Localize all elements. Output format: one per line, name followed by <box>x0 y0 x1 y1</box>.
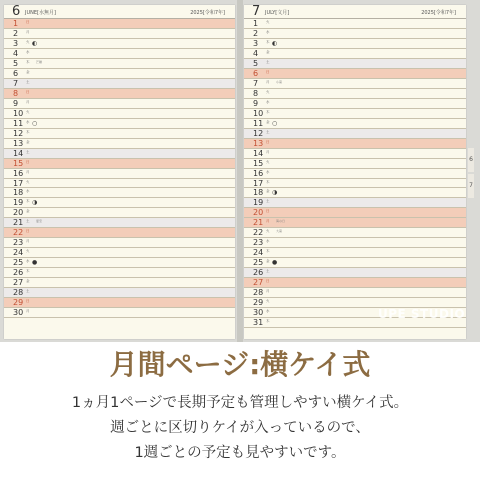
weekday-label: 木 <box>266 319 270 324</box>
day-row[interactable] <box>244 179 466 189</box>
year-label: 2025[令和7年] <box>190 10 225 16</box>
day-rows <box>244 19 466 328</box>
weekday-label: 水 <box>26 49 30 54</box>
weekday-label: 木 <box>26 199 30 204</box>
weekday-label: 日 <box>266 279 270 284</box>
weekday-label: 水 <box>26 259 30 264</box>
month-number: 7 <box>252 4 261 19</box>
day-row[interactable] <box>244 248 466 258</box>
weekday-label: 日 <box>266 209 270 214</box>
day-row[interactable] <box>4 159 235 169</box>
day-number: 10 <box>13 108 24 118</box>
day-row[interactable] <box>4 228 235 238</box>
moon-phase-icon: ○ <box>272 119 278 127</box>
weekday-label: 土 <box>266 199 270 204</box>
month-tab-6[interactable]: 6 <box>468 148 474 172</box>
headline: 月間ページ:横ケイ式 <box>109 348 371 381</box>
weekday-label: 月 <box>26 99 30 104</box>
day-row[interactable] <box>244 39 466 49</box>
day-number: 5 <box>253 58 259 68</box>
weekday-label: 土 <box>266 59 270 64</box>
day-row[interactable] <box>4 298 235 308</box>
page-july <box>244 5 466 339</box>
weekday-label: 火 <box>266 20 270 24</box>
weekday-label: 木 <box>266 39 270 44</box>
day-row[interactable] <box>244 119 466 129</box>
day-number: 20 <box>13 208 24 218</box>
weekday-label: 水 <box>26 119 30 124</box>
weekday-label: 火 <box>266 89 270 94</box>
day-number: 3 <box>253 38 259 48</box>
weekday-label: 土 <box>26 79 30 84</box>
day-row[interactable] <box>4 119 235 129</box>
day-number: 24 <box>253 248 264 258</box>
weekday-label: 木 <box>266 249 270 254</box>
day-row[interactable] <box>244 268 466 278</box>
day-number: 29 <box>13 298 24 308</box>
day-number: 7 <box>13 78 19 88</box>
weekday-label: 日 <box>266 139 270 144</box>
day-number: 9 <box>253 98 259 108</box>
weekday-label: 水 <box>266 309 270 314</box>
day-number: 8 <box>253 88 259 98</box>
page-header <box>4 5 235 19</box>
day-row[interactable] <box>4 198 235 208</box>
day-number: 17 <box>13 178 24 188</box>
day-number: 16 <box>13 168 24 178</box>
day-number: 26 <box>13 268 24 278</box>
weekday-label: 土 <box>266 129 270 134</box>
day-row[interactable] <box>4 129 235 139</box>
month-name: JUNE[水無月] <box>25 10 56 16</box>
day-number: 3 <box>13 38 19 48</box>
day-number: 15 <box>13 158 24 168</box>
day-number: 12 <box>253 128 264 138</box>
day-row[interactable] <box>4 208 235 218</box>
day-number: 22 <box>253 228 264 238</box>
day-row[interactable] <box>244 129 466 139</box>
weekday-label: 水 <box>266 29 270 34</box>
day-row[interactable] <box>244 19 466 29</box>
day-number: 13 <box>253 138 264 148</box>
weekday-label: 木 <box>26 129 30 134</box>
day-row[interactable] <box>4 99 235 109</box>
day-row[interactable] <box>244 139 466 149</box>
moon-phase-icon: ◑ <box>32 199 38 207</box>
day-number: 19 <box>253 198 264 208</box>
day-row[interactable] <box>4 39 235 49</box>
weekday-label: 日 <box>26 229 30 234</box>
day-row[interactable] <box>4 278 235 288</box>
weekday-label: 火 <box>266 159 270 164</box>
weekday-label: 日 <box>26 159 30 164</box>
day-row[interactable] <box>244 238 466 248</box>
weekday-label: 日 <box>26 89 30 94</box>
day-row[interactable] <box>4 149 235 159</box>
moon-phase-icon: ● <box>32 259 38 267</box>
day-number: 26 <box>253 268 264 278</box>
day-row[interactable] <box>4 188 235 198</box>
day-number: 2 <box>13 28 19 38</box>
weekday-label: 金 <box>266 119 270 124</box>
day-number: 14 <box>13 148 24 158</box>
weekday-label: 月 <box>26 29 30 34</box>
moon-phase-icon: ● <box>272 259 278 267</box>
day-number: 27 <box>253 278 264 288</box>
day-number: 27 <box>13 278 24 288</box>
day-number: 1 <box>253 19 259 28</box>
day-number: 15 <box>253 158 264 168</box>
weekday-label: 月 <box>266 219 270 224</box>
weekday-label: 金 <box>26 139 30 144</box>
day-row[interactable] <box>4 29 235 39</box>
day-row[interactable] <box>4 248 235 258</box>
day-row[interactable] <box>244 49 466 59</box>
day-number: 30 <box>13 308 24 318</box>
weekday-label: 金 <box>26 279 30 284</box>
day-row[interactable] <box>244 198 466 208</box>
month-number: 6 <box>12 4 21 19</box>
day-number: 10 <box>253 108 264 118</box>
day-number: 21 <box>13 218 24 228</box>
day-note: 夏至 <box>36 219 43 224</box>
weekday-label: 金 <box>26 69 30 74</box>
day-row[interactable] <box>244 89 466 99</box>
weekday-label: 月 <box>26 239 30 244</box>
day-number: 4 <box>13 48 19 58</box>
day-number: 25 <box>13 258 24 268</box>
day-number: 23 <box>13 238 24 248</box>
day-number: 16 <box>253 168 264 178</box>
weekday-label: 月 <box>26 309 30 314</box>
day-row[interactable] <box>4 258 235 268</box>
watermark-logo: UPE STUDIO <box>378 307 466 321</box>
day-number: 9 <box>13 98 19 108</box>
day-row[interactable] <box>4 139 235 149</box>
day-row[interactable] <box>4 169 235 179</box>
day-number: 6 <box>13 68 19 78</box>
planner-spine <box>237 0 243 342</box>
day-number: 18 <box>253 188 264 198</box>
weekday-label: 木 <box>26 59 30 64</box>
weekday-label: 金 <box>26 209 30 214</box>
weekday-label: 水 <box>26 189 30 194</box>
day-row[interactable] <box>244 99 466 109</box>
weekday-label: 日 <box>266 69 270 74</box>
day-number: 20 <box>253 208 264 218</box>
description-line-2: 週ごとに区切りケイが入っているので、 <box>110 420 370 436</box>
weekday-label: 火 <box>266 229 270 234</box>
day-row[interactable] <box>244 258 466 268</box>
day-number: 30 <box>253 308 264 318</box>
weekday-label: 日 <box>26 299 30 304</box>
day-row[interactable] <box>4 79 235 89</box>
day-row[interactable] <box>244 79 466 89</box>
day-number: 11 <box>253 118 264 128</box>
day-row[interactable] <box>4 49 235 59</box>
moon-phase-icon: ○ <box>32 119 38 127</box>
day-row[interactable] <box>4 89 235 99</box>
weekday-label: 火 <box>26 39 30 44</box>
day-row[interactable] <box>244 278 466 288</box>
weekday-label: 月 <box>26 169 30 174</box>
weekday-label: 月 <box>266 79 270 84</box>
day-number: 19 <box>13 198 24 208</box>
description-line-3: 1週ごとの予定も見やすいです。 <box>134 445 346 461</box>
day-number: 12 <box>13 128 24 138</box>
day-number: 1 <box>13 19 19 28</box>
day-note: 大暑 <box>276 229 283 234</box>
month-name: JULY[文月] <box>265 10 290 16</box>
day-row[interactable] <box>4 69 235 79</box>
day-number: 24 <box>13 248 24 258</box>
weekday-label: 土 <box>26 219 30 224</box>
day-number: 23 <box>253 238 264 248</box>
day-number: 4 <box>253 48 259 58</box>
day-note: 芒種 <box>36 59 43 64</box>
day-row[interactable] <box>244 59 466 69</box>
moon-phase-icon: ◑ <box>272 189 278 197</box>
day-note: 小暑 <box>276 79 283 84</box>
day-row[interactable] <box>244 288 466 298</box>
day-row[interactable] <box>4 59 235 69</box>
weekday-label: 火 <box>26 109 30 114</box>
weekday-label: 土 <box>26 149 30 154</box>
weekday-label: 水 <box>266 239 270 244</box>
weekday-label: 土 <box>266 269 270 274</box>
month-tab-7[interactable]: 7 <box>468 174 474 198</box>
day-number: 21 <box>253 218 264 228</box>
weekday-label: 火 <box>266 299 270 304</box>
day-row[interactable] <box>244 169 466 179</box>
day-number: 18 <box>13 188 24 198</box>
day-rows <box>4 19 235 318</box>
day-row[interactable] <box>4 109 235 119</box>
weekday-label: 火 <box>26 249 30 254</box>
day-row[interactable] <box>244 208 466 218</box>
day-row[interactable] <box>4 268 235 278</box>
weekday-label: 木 <box>266 179 270 184</box>
weekday-label: 水 <box>266 99 270 104</box>
moon-phase-icon: ◐ <box>32 39 38 47</box>
day-number: 2 <box>253 28 259 38</box>
day-number: 5 <box>13 58 19 68</box>
day-row[interactable] <box>4 19 235 29</box>
day-note: 海の日 <box>276 219 286 224</box>
day-number: 8 <box>13 88 19 98</box>
day-row[interactable] <box>4 238 235 248</box>
weekday-label: 日 <box>26 20 30 24</box>
year-label: 2025[令和7年] <box>421 10 456 16</box>
day-number: 28 <box>13 288 24 298</box>
weekday-label: 火 <box>26 179 30 184</box>
weekday-label: 月 <box>266 289 270 294</box>
day-row[interactable] <box>244 228 466 238</box>
day-row[interactable] <box>244 69 466 79</box>
day-row[interactable] <box>4 218 235 228</box>
day-row[interactable] <box>244 188 466 198</box>
day-number: 28 <box>253 288 264 298</box>
day-number: 22 <box>13 228 24 238</box>
day-row[interactable] <box>4 179 235 189</box>
day-row[interactable] <box>244 149 466 159</box>
weekday-label: 水 <box>266 169 270 174</box>
day-row[interactable] <box>4 288 235 298</box>
day-number: 31 <box>253 318 264 328</box>
page-june <box>4 5 235 339</box>
moon-phase-icon: ◐ <box>272 39 278 47</box>
day-row[interactable] <box>244 159 466 169</box>
weekday-label: 金 <box>266 189 270 194</box>
day-number: 17 <box>253 178 264 188</box>
day-row[interactable] <box>244 29 466 39</box>
day-number: 6 <box>253 68 259 78</box>
day-number: 13 <box>13 138 24 148</box>
weekday-label: 月 <box>266 149 270 154</box>
weekday-label: 土 <box>26 289 30 294</box>
weekday-label: 木 <box>266 109 270 114</box>
day-row[interactable] <box>4 308 235 318</box>
weekday-label: 金 <box>266 49 270 54</box>
day-number: 29 <box>253 298 264 308</box>
page-header <box>244 5 466 19</box>
day-row[interactable] <box>244 218 466 228</box>
day-number: 25 <box>253 258 264 268</box>
weekday-label: 金 <box>266 259 270 264</box>
day-number: 7 <box>253 78 259 88</box>
day-number: 11 <box>13 118 24 128</box>
day-number: 14 <box>253 148 264 158</box>
description-line-1: 1ヵ月1ページで長期予定も管理しやすい横ケイ式。 <box>71 395 409 411</box>
day-row[interactable] <box>244 109 466 119</box>
weekday-label: 木 <box>26 269 30 274</box>
